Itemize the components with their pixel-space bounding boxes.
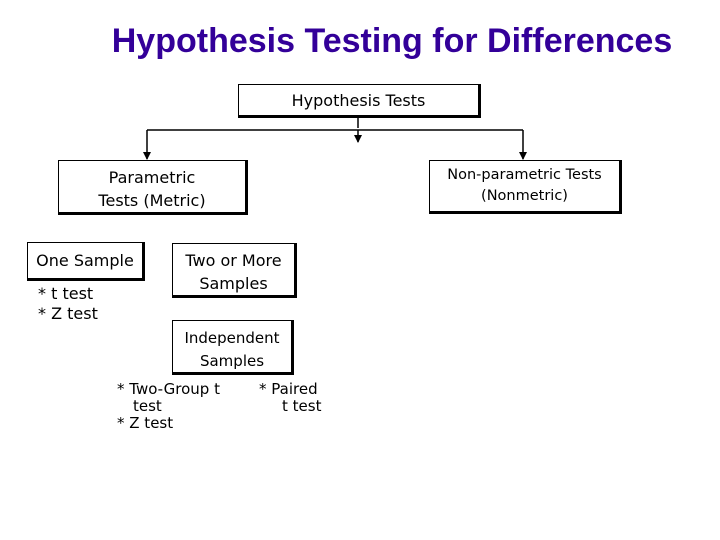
two-or-more-label-line2: Samples [199,274,268,293]
one-sample-box [27,242,145,281]
hypothesis-tests-label: Hypothesis Tests [291,91,426,110]
nonparametric-label-line2: (Nonmetric) [481,188,568,204]
paired-t-test-line2: t test [282,397,322,415]
two-group-t-test-line2: test [133,397,162,415]
one-sample-label: One Sample [36,251,134,270]
parametric-label-line2: Tests (Metric) [98,191,206,210]
one-sample-t-test: * t test [38,284,94,303]
nonparametric-box [429,160,622,214]
independent-label-line1: Independent [184,329,280,347]
independent-samples-box [172,320,294,375]
two-group-t-test-line1: * Two-Group t [117,380,220,398]
parametric-label-line1: Parametric [108,168,196,187]
one-sample-z-test: * Z test [38,304,98,323]
independent-label-line2: Samples [199,352,265,370]
two-or-more-label-line1: Two or More [185,251,282,270]
two-group-z-test: * Z test [117,414,174,432]
hypothesis-tests-box [238,84,481,118]
paired-t-test-line1: * Paired [259,380,318,398]
two-or-more-box [172,243,297,298]
parametric-box [58,160,248,215]
page-title: Hypothesis Testing for Differences [111,22,673,60]
nonparametric-label-line1: Non-parametric Tests [447,167,602,183]
